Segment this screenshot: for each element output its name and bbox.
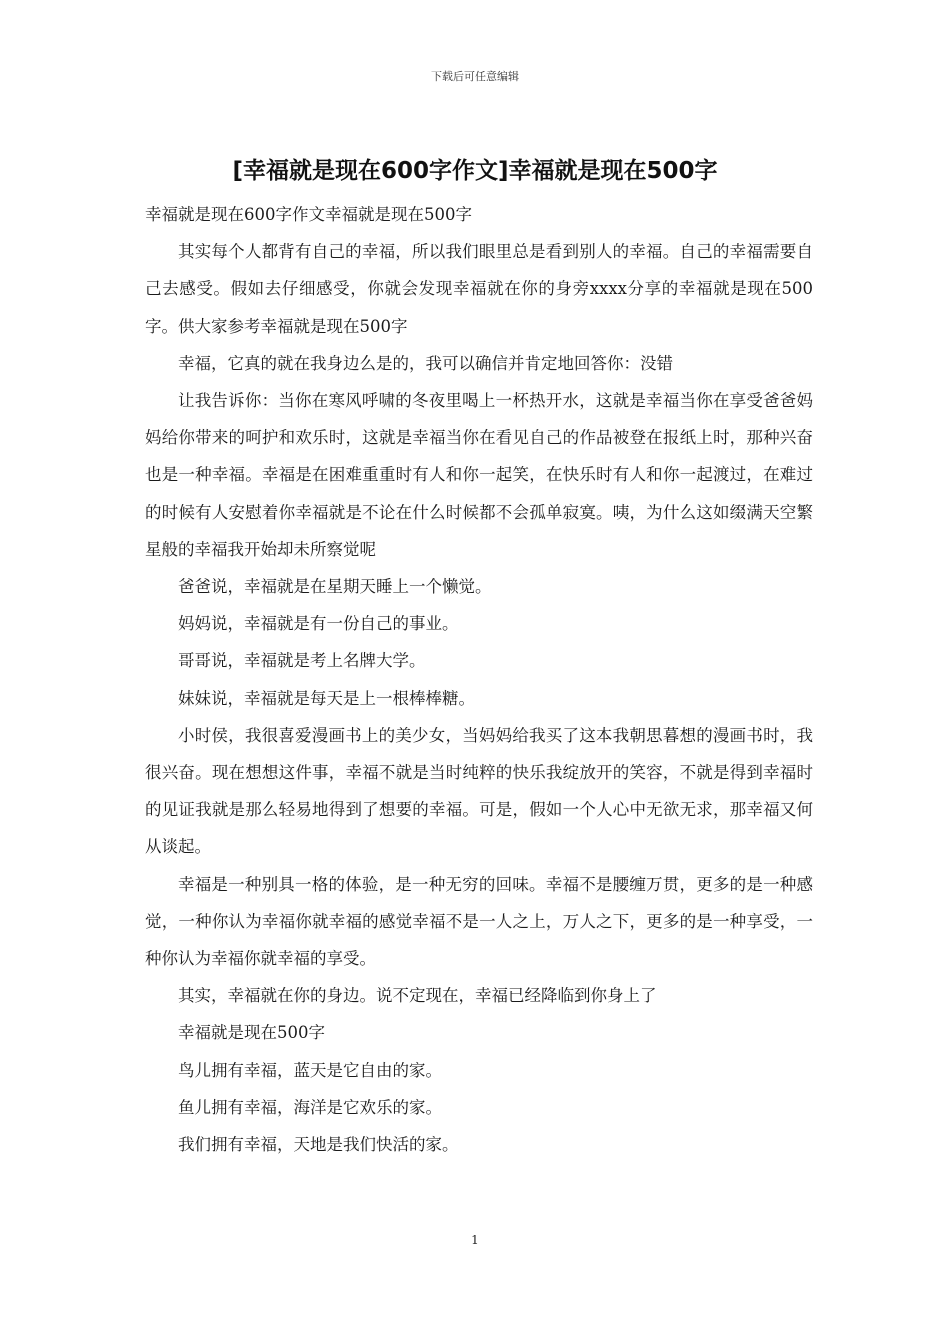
document-body [145, 196, 813, 1163]
paragraph: 我们拥有幸福，天地是我们快活的家。 [178, 1135, 459, 1155]
paragraph: 让我告诉你：当你在寒风呼啸的冬夜里喝上一杯热开水，这就是幸福当你在享受爸爸妈妈给你带来的呵护和欢乐时，这就是幸福当你在看见自己的作品被登在报纸上时，那种兴奋也是一种幸福。幸福是在困难重重时有人和你一起笑，在快乐时有人和你一起渡过，在难过的时候有人安慰着你幸福就是不论在什么时候都不会孤单寂寞。咦，为什么这如缀满天空繁星般的幸福我开始却未所察觉呢 [145, 391, 813, 559]
page-number: 1 [471, 1233, 479, 1247]
paragraph: 幸福就是现在500字 [178, 1023, 325, 1043]
paragraph: 其实，幸福就在你的身边。说不定现在，幸福已经降临到你身上了 [178, 986, 657, 1006]
paragraph-subtitle: 幸福就是现在600字作文幸福就是现在500字 [145, 205, 472, 224]
paragraph: 鱼儿拥有幸福，海洋是它欢乐的家。 [178, 1097, 442, 1117]
paragraph: 鸟儿拥有幸福，蓝天是它自由的家。 [178, 1060, 442, 1080]
paragraph: 妈妈说，幸福就是有一份自己的事业。 [178, 614, 459, 634]
paragraph: 幸福，它真的就在我身边么是的，我可以确信并肯定地回答你：没错 [178, 353, 673, 373]
paragraph: 爸爸说，幸福就是在星期天睡上一个懒觉。 [178, 577, 492, 597]
paragraph: 哥哥说，幸福就是考上名牌大学。 [178, 651, 426, 671]
page-header-note: 下载后可任意编辑 [431, 70, 519, 83]
paragraph: 其实每个人都背有自己的幸福，所以我们眼里总是看到别人的幸福。自己的幸福需要自己去感受。假如去仔细感受，你就会发现幸福就在你的身旁xxxx分享的幸福就是现在500字。供大家参考幸福就是现在500字 [145, 242, 813, 336]
paragraph: 幸福是一种别具一格的体验，是一种无穷的回味。幸福不是腰缠万贯，更多的是一种感觉，一种你认为幸福你就幸福的感觉幸福不是一人之上，万人之下，更多的是一种享受，一种你认为幸福你就幸福的享受。 [145, 874, 813, 969]
document-title: [幸福就是现在600字作文]幸福就是现在500字 [232, 158, 718, 184]
paragraph: 小时侯，我很喜爱漫画书上的美少女，当妈妈给我买了这本我朝思暮想的漫画书时，我很兴奋。现在想想这件事，幸福不就是当时纯粹的快乐我绽放开的笑容，不就是得到幸福时的见证我就是那么轻易地得到了想要的幸福。可是，假如一个人心中无欲无求，那幸福又何从谈起。 [145, 725, 813, 857]
paragraph: 妹妹说，幸福就是每天是上一根棒棒糖。 [178, 688, 475, 708]
